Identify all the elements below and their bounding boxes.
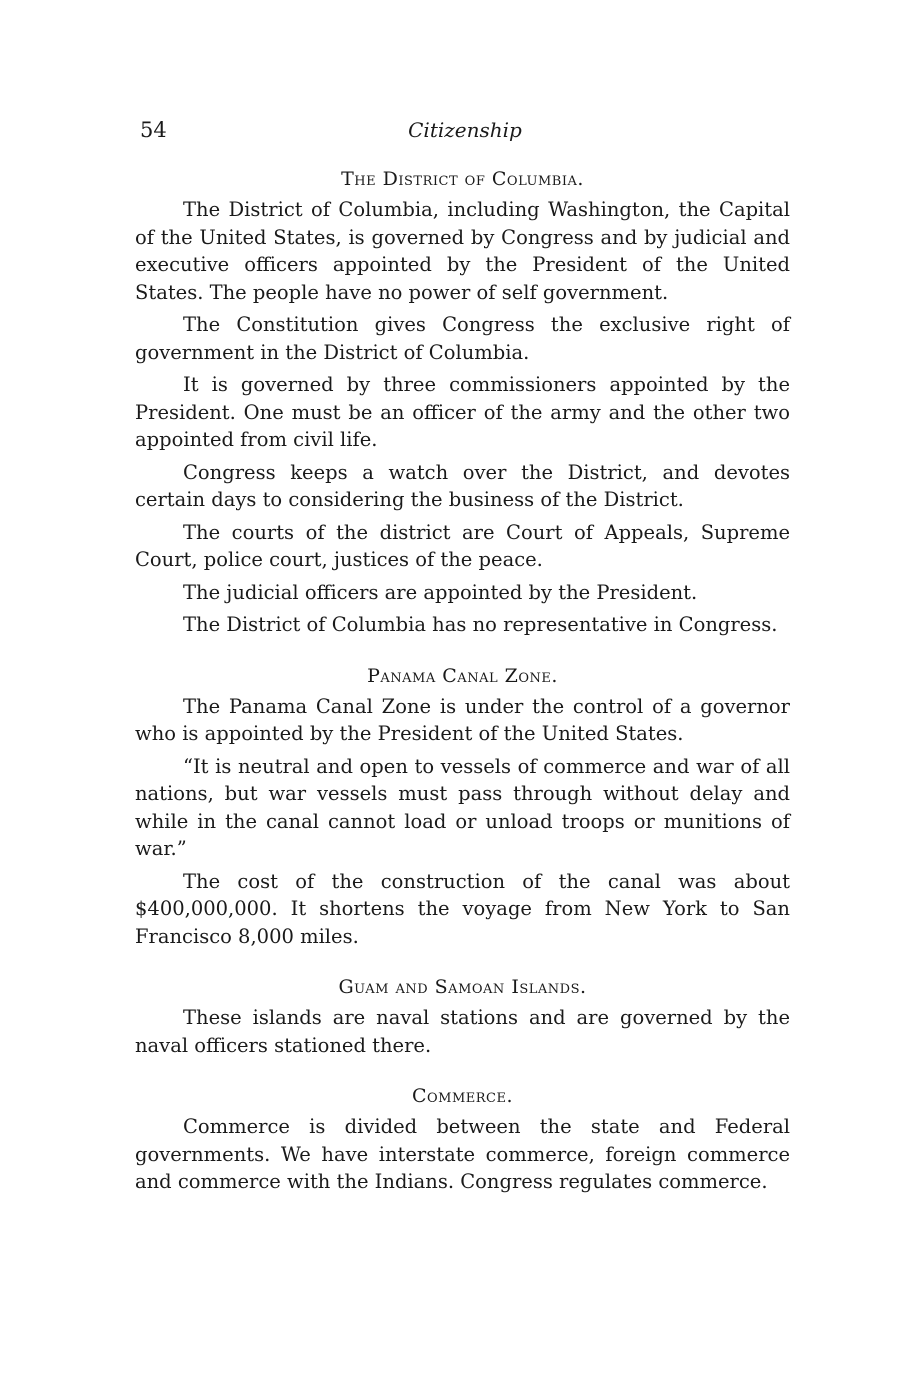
paragraph: The District of Columbia has no representative in Congress. <box>183 613 778 636</box>
page-header <box>140 118 790 148</box>
paragraph: The cost of the construction of the canal was about $400,000,000. It shortens the voyage from New York to San Francisco 8,000 miles. <box>135 869 790 948</box>
paragraph: The District of Columbia, including Washington, the Capital of the United States, is governed by Congress and by judicial and executive officers appointed by the President of the United States. The people have no power of self government. <box>135 198 790 304</box>
paragraph: It is governed by three commissioners appointed by the President. One must be an officer of the army and the other two appointed from civil life. <box>135 373 790 451</box>
section-title-district-of-columbia: The District of Columbia. <box>341 168 584 190</box>
paragraph: The Panama Canal Zone is under the control of a governor who is appointed by the President of the United States. <box>135 694 790 745</box>
section-title-guam-samoan-islands: Guam and Samoan Islands. <box>338 976 587 998</box>
running-head: Citizenship <box>408 118 522 142</box>
paragraph: The Constitution gives Congress the exclusive right of government in the District of Columbia. <box>135 313 790 364</box>
paragraph: “It is neutral and open to vessels of commerce and war of all nations, but war vessels must pass through without delay and while in the canal cannot load or unload troops or munitions of war.” <box>135 754 790 860</box>
section-title-panama-canal-zone: Panama Canal Zone. <box>367 664 558 687</box>
section-title-commerce: Commerce. <box>411 1085 514 1107</box>
paragraph: These islands are naval stations and are governed by the naval officers stationed there. <box>135 1006 790 1057</box>
paragraph: The courts of the district are Court of Appeals, Supreme Court, police court, justices of the peace. <box>135 520 790 571</box>
page-number: 54 <box>140 118 167 142</box>
paragraph: Congress keeps a watch over the District, and devotes certain days to considering the business of the District. <box>135 460 790 511</box>
paragraph: Commerce is divided between the state and Federal governments. We have interstate commerce, foreign commerce and commerce with the Indians. Congress regulates commerce. <box>135 1115 790 1193</box>
page-body <box>135 168 790 1201</box>
paragraph: The judicial officers are appointed by the President. <box>183 580 698 604</box>
